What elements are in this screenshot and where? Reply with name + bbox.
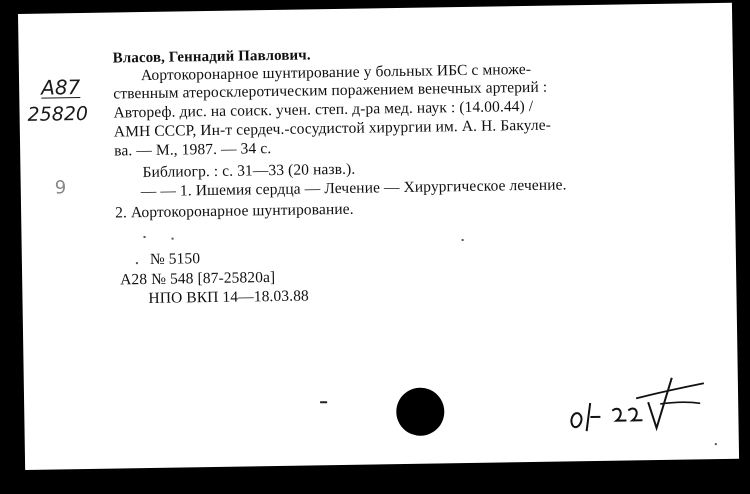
imprint-line: ва. — М., 1987. — 34 с. — [114, 140, 272, 160]
bibliography-note: Библиогр. : с. 31—33 (20 назв.). — [142, 160, 356, 182]
classification-number: А28 № 548 [87-25820а] — [120, 268, 276, 289]
speck — [462, 239, 464, 241]
speck — [136, 262, 138, 264]
publication-line-1: Автореф. дис. на соиск. учен. степ. д-ра мед. наук : (14.00.44) / — [113, 97, 534, 122]
speck — [172, 238, 174, 240]
author-heading: Власов, Геннадий Павлович. — [112, 47, 311, 67]
record-number: № 5150 — [149, 250, 201, 268]
title-line-1: Аортокоронарное шунтирование у больных ИБС с множе- — [140, 60, 532, 85]
handwritten-mark — [563, 357, 714, 439]
punch-hole — [396, 387, 445, 436]
shelfmark-top: А87 — [40, 75, 81, 100]
publisher-stamp: НПО ВКП 14—18.03.88 — [148, 287, 309, 307]
handwritten-note-text: 6 А 22 V — [574, 433, 579, 435]
speck — [144, 236, 146, 238]
subject-heading-2: 2. Аортокоронарное шунтирование. — [115, 200, 354, 222]
speck — [715, 443, 717, 445]
ink-dash — [320, 401, 327, 403]
catalog-card — [18, 3, 739, 470]
shelfmark-bottom: 25820 — [27, 102, 89, 126]
pencil-note: 9 — [54, 177, 67, 199]
publication-line-2: АМН СССР, Ин-т сердеч.-сосудистой хирургии им. А. Н. Бакуле- — [113, 116, 552, 141]
title-line-2: ственным атеросклеротическим поражением венечных артерий : — [113, 78, 548, 103]
subject-heading-1: — — 1. Ишемия сердца — Лечение — Хирургическое лечение. — [140, 176, 567, 201]
